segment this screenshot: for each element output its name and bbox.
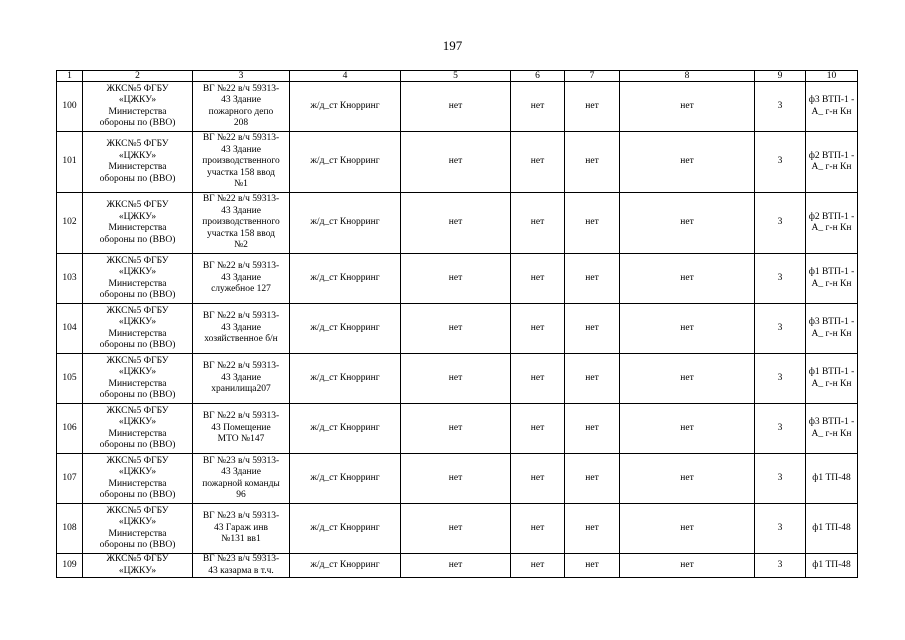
header-cell: 1	[57, 71, 83, 82]
col8-cell: нет	[620, 82, 755, 132]
object-cell: ВГ №23 в/ч 59313- 43 Гараж инв №131 вв1	[193, 504, 290, 554]
col7-cell: нет	[565, 193, 620, 254]
organization-cell: ЖКС№5 ФГБУ «ЦЖКУ» Министерства обороны по (ВВО)	[83, 454, 193, 504]
col7-cell: нет	[565, 82, 620, 132]
organization-cell: ЖКС№5 ФГБУ «ЦЖКУ» Министерства обороны по (ВВО)	[83, 254, 193, 304]
col6-cell: нет	[511, 504, 565, 554]
table-row	[57, 454, 858, 504]
station-cell: ж/д_ст Кнорринг	[290, 132, 401, 193]
col7-cell: нет	[565, 504, 620, 554]
header-cell: 4	[290, 71, 401, 82]
table-row	[57, 404, 858, 454]
col5-cell: нет	[401, 304, 511, 354]
col8-cell: нет	[620, 404, 755, 454]
organization-cell: ЖКС№5 ФГБУ «ЦЖКУ» Министерства обороны по (ВВО)	[83, 354, 193, 404]
col5-cell: нет	[401, 82, 511, 132]
object-cell: ВГ №23 в/ч 59313- 43 казарма в т.ч.	[193, 554, 290, 578]
col9-cell: 3	[755, 404, 806, 454]
col9-cell: 3	[755, 254, 806, 304]
feeder-cell: ф3 ВТП-1 - А_ г-н Кн	[806, 304, 858, 354]
header-cell: 8	[620, 71, 755, 82]
feeder-cell: ф2 ВТП-1 - А_ г-н Кн	[806, 193, 858, 254]
organization-cell: ЖКС№5 ФГБУ «ЦЖКУ»	[83, 554, 193, 578]
station-cell: ж/д_ст Кнорринг	[290, 254, 401, 304]
page-number: 197	[442, 38, 463, 53]
col9-cell: 3	[755, 193, 806, 254]
station-cell: ж/д_ст Кнорринг	[290, 404, 401, 454]
col9-cell: 3	[755, 554, 806, 578]
header-cell: 9	[755, 71, 806, 82]
col6-cell: нет	[511, 132, 565, 193]
organization-cell: ЖКС№5 ФГБУ «ЦЖКУ» Министерства обороны по (ВВО)	[83, 404, 193, 454]
row-number-cell: 105	[57, 354, 83, 404]
table-row	[57, 504, 858, 554]
row-number-cell: 104	[57, 304, 83, 354]
col8-cell: нет	[620, 304, 755, 354]
col8-cell: нет	[620, 454, 755, 504]
row-number-cell: 101	[57, 132, 83, 193]
col7-cell: нет	[565, 554, 620, 578]
organization-cell: ЖКС№5 ФГБУ «ЦЖКУ» Министерства обороны по (ВВО)	[83, 193, 193, 254]
table-row	[57, 132, 858, 193]
col5-cell: нет	[401, 193, 511, 254]
col6-cell: нет	[511, 354, 565, 404]
table-row	[57, 354, 858, 404]
row-number-cell: 109	[57, 554, 83, 578]
col6-cell: нет	[511, 254, 565, 304]
col8-cell: нет	[620, 504, 755, 554]
col6-cell: нет	[511, 193, 565, 254]
station-cell: ж/д_ст Кнорринг	[290, 504, 401, 554]
col9-cell: 3	[755, 454, 806, 504]
col8-cell: нет	[620, 254, 755, 304]
header-cell: 5	[401, 71, 511, 82]
col9-cell: 3	[755, 354, 806, 404]
object-cell: ВГ №22 в/ч 59313- 43 Здание пожарного депо 208	[193, 82, 290, 132]
col6-cell: нет	[511, 82, 565, 132]
header-cell: 2	[83, 71, 193, 82]
object-cell: ВГ №22 в/ч 59313- 43 Здание производственного участка 158 ввод №2	[193, 193, 290, 254]
object-cell: ВГ №22 в/ч 59313- 43 Здание хранилища207	[193, 354, 290, 404]
col8-cell: нет	[620, 132, 755, 193]
col9-cell: 3	[755, 132, 806, 193]
station-cell: ж/д_ст Кнорринг	[290, 304, 401, 354]
object-cell: ВГ №22 в/ч 59313- 43 Помещение МТО №147	[193, 404, 290, 454]
col5-cell: нет	[401, 404, 511, 454]
organization-cell: ЖКС№5 ФГБУ «ЦЖКУ» Министерства обороны по (ВВО)	[83, 132, 193, 193]
table-row	[57, 193, 858, 254]
col6-cell: нет	[511, 454, 565, 504]
col7-cell: нет	[565, 304, 620, 354]
col8-cell: нет	[620, 554, 755, 578]
col5-cell: нет	[401, 132, 511, 193]
station-cell: ж/д_ст Кнорринг	[290, 454, 401, 504]
object-cell: ВГ №22 в/ч 59313- 43 Здание производственного участка 158 ввод №1	[193, 132, 290, 193]
col7-cell: нет	[565, 404, 620, 454]
feeder-cell: ф1 ТП-48	[806, 554, 858, 578]
table-row	[57, 254, 858, 304]
col9-cell: 3	[755, 304, 806, 354]
feeder-cell: ф1 ТП-48	[806, 504, 858, 554]
organization-cell: ЖКС№5 ФГБУ «ЦЖКУ» Министерства обороны по (ВВО)	[83, 82, 193, 132]
header-cell: 10	[806, 71, 858, 82]
col6-cell: нет	[511, 304, 565, 354]
header-cell: 6	[511, 71, 565, 82]
table-row	[57, 554, 858, 578]
station-cell: ж/д_ст Кнорринг	[290, 193, 401, 254]
organization-cell: ЖКС№5 ФГБУ «ЦЖКУ» Министерства обороны по (ВВО)	[83, 504, 193, 554]
col5-cell: нет	[401, 354, 511, 404]
col7-cell: нет	[565, 254, 620, 304]
object-cell: ВГ №23 в/ч 59313- 43 Здание пожарной команды 96	[193, 454, 290, 504]
object-cell: ВГ №22 в/ч 59313- 43 Здание хозяйственное б/н	[193, 304, 290, 354]
header-cell: 3	[193, 71, 290, 82]
col7-cell: нет	[565, 354, 620, 404]
station-cell: ж/д_ст Кнорринг	[290, 554, 401, 578]
col7-cell: нет	[565, 454, 620, 504]
object-cell: ВГ №22 в/ч 59313- 43 Здание служебное 127	[193, 254, 290, 304]
col9-cell: 3	[755, 82, 806, 132]
col7-cell: нет	[565, 132, 620, 193]
col5-cell: нет	[401, 454, 511, 504]
row-number-cell: 108	[57, 504, 83, 554]
feeder-cell: ф1 ВТП-1 - А_ г-н Кн	[806, 254, 858, 304]
col5-cell: нет	[401, 554, 511, 578]
row-number-cell: 103	[57, 254, 83, 304]
station-cell: ж/д_ст Кнорринг	[290, 82, 401, 132]
header-cell: 7	[565, 71, 620, 82]
feeder-cell: ф3 ВТП-1 - А_ г-н Кн	[806, 404, 858, 454]
organization-cell: ЖКС№5 ФГБУ «ЦЖКУ» Министерства обороны по (ВВО)	[83, 304, 193, 354]
data-table	[56, 70, 858, 578]
station-cell: ж/д_ст Кнорринг	[290, 354, 401, 404]
row-number-cell: 106	[57, 404, 83, 454]
feeder-cell: ф2 ВТП-1 - А_ г-н Кн	[806, 132, 858, 193]
col5-cell: нет	[401, 254, 511, 304]
feeder-cell: ф1 ТП-48	[806, 454, 858, 504]
row-number-cell: 107	[57, 454, 83, 504]
feeder-cell: ф1 ВТП-1 - А_ г-н Кн	[806, 354, 858, 404]
col9-cell: 3	[755, 504, 806, 554]
table-row	[57, 304, 858, 354]
col8-cell: нет	[620, 354, 755, 404]
feeder-cell: ф3 ВТП-1 - А_ г-н Кн	[806, 82, 858, 132]
row-number-cell: 102	[57, 193, 83, 254]
row-number-cell: 100	[57, 82, 83, 132]
col5-cell: нет	[401, 504, 511, 554]
col8-cell: нет	[620, 193, 755, 254]
col6-cell: нет	[511, 404, 565, 454]
table-row	[57, 82, 858, 132]
header-row	[57, 71, 858, 82]
col6-cell: нет	[511, 554, 565, 578]
